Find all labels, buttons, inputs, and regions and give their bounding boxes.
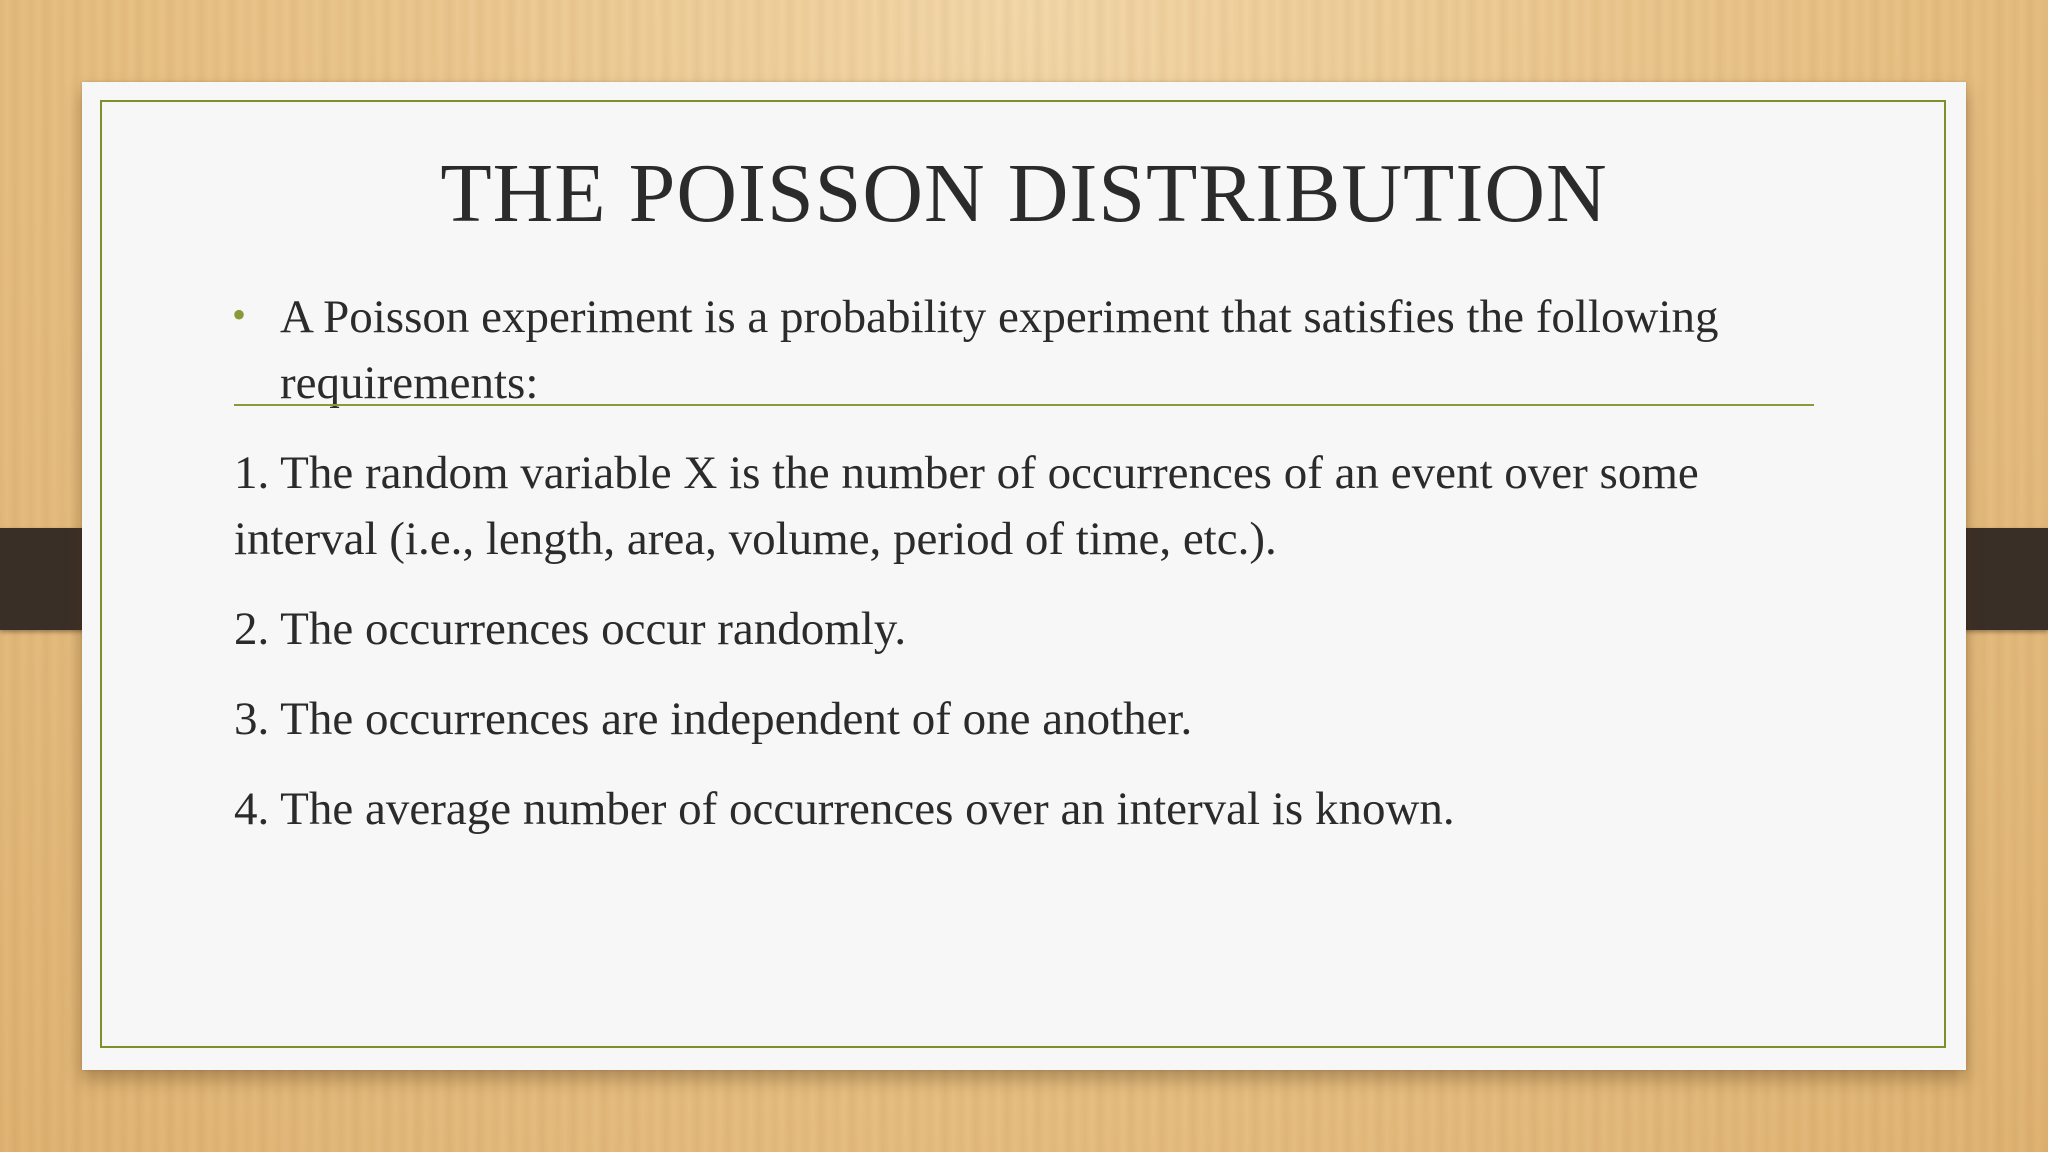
requirement-item: 1. The random variable X is the number of occurrences of an event over some interval (i.e., length, area, volume, period of time, etc.). [234,447,1699,565]
intro-text: A Poisson experiment is a probability experiment that satisfies the following requirements: [280,291,1719,409]
requirement-item: 2. The occurrences occur randomly. [234,603,907,655]
slide [82,82,1966,1070]
intro-bullet [232,284,1832,416]
requirement-item: 3. The occurrences are independent of one another. [234,693,1193,745]
divider-line [234,404,1814,406]
bullet-dot-icon: • [232,292,247,337]
requirements-list [234,440,1834,842]
slide-title: THE POISSON DISTRIBUTION [440,147,1608,240]
requirement-item: 4. The average number of occurrences over an interval is known. [234,783,1455,835]
